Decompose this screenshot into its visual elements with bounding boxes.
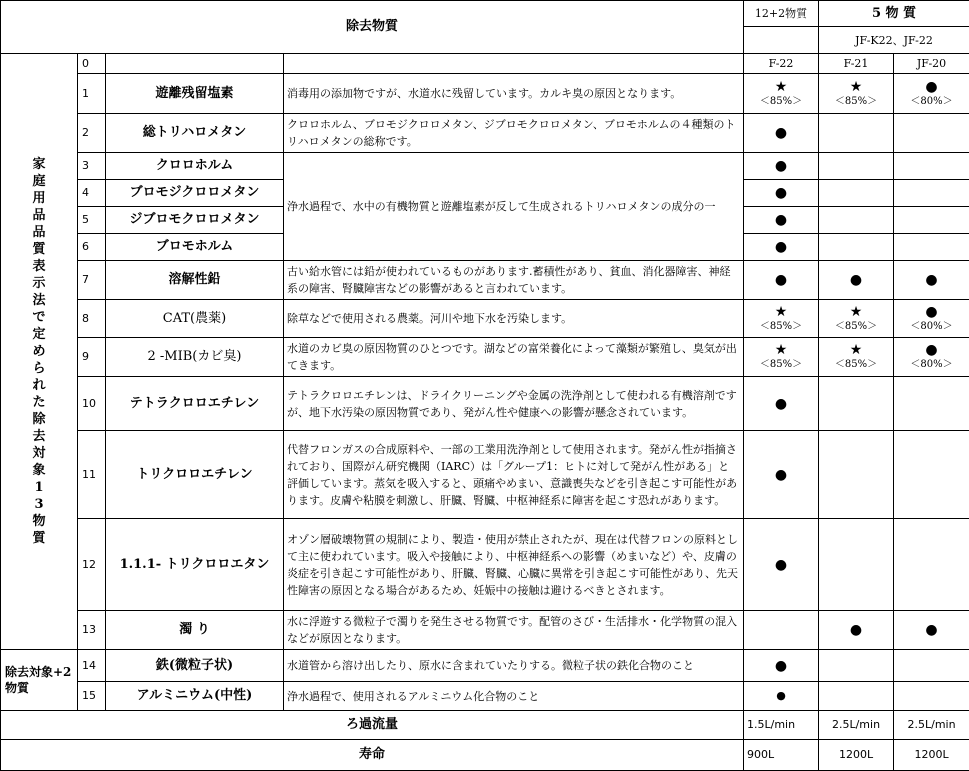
substance-name: ブロモジクロロメタン [106,180,284,207]
circle-icon: ● [744,158,818,174]
removal-rate: ＜80%＞ [894,320,969,334]
circle-icon: ● [744,688,818,704]
table-row [1,300,969,338]
substance-name: 鉄(微粒子状) [106,650,284,682]
side-label-13-substances: 家庭用品品質表示法で定められた除去対象13物質 [1,54,78,650]
row-number: 0 [78,54,106,74]
removal-rate: ＜85%＞ [744,95,818,109]
table-row [1,338,969,377]
mark-jf20 [894,611,969,650]
empty-cell [819,114,894,153]
lifespan-f21: 1200L [819,740,894,771]
removal-rate: ＜80%＞ [894,358,969,372]
empty-cell [819,153,894,180]
mark-f22 [744,431,819,519]
circle-icon: ● [744,212,818,228]
substance-name: アルミニウム(中性) [106,682,284,711]
flow-rate-jf20: 2.5L/min [894,711,969,740]
star-icon: ★ [744,79,818,95]
empty-cell [894,431,969,519]
row-number: 10 [78,377,106,431]
flow-rate-f21: 2.5L/min [819,711,894,740]
header-title: 除去物質 [1,1,744,54]
table-row [1,114,969,153]
substance-name: テトラクロロエチレン [106,377,284,431]
row-number: 6 [78,234,106,261]
lifespan-label: 寿命 [1,740,744,771]
header-5-substances: 5 物 質 [819,1,969,27]
header-12-substances: 12+2物質 [744,1,819,27]
table-row [1,153,969,180]
substance-description: 浄水過程で、使用されるアルミニウム化合物のこと [284,682,744,711]
mark-f22 [744,207,819,234]
empty-cell [819,377,894,431]
model-f21: F-21 [819,54,894,74]
mark-jf20 [894,261,969,300]
removal-rate: ＜85%＞ [744,320,818,334]
model-jf20: JF-20 [894,54,969,74]
row-number: 8 [78,300,106,338]
removal-rate: ＜85%＞ [744,358,818,372]
substance-description: テトラクロロエチレンは、ドライクリーニングや金属の洗浄剤として使われる有機溶剤ですが、地下水汚染の原因物質であり、発がん性や健康への影響が懸念されています。 [284,377,744,431]
circle-icon: ● [894,342,969,358]
row-number: 12 [78,519,106,611]
empty-cell [894,114,969,153]
substance-description: クロロホルム、ブロモジクロロメタン、ジブロモクロロメタン、ブロモホルムの４種類のトリハロメタンの総称です。 [284,114,744,153]
mark-f21 [819,74,894,114]
substance-name: ブロモホルム [106,234,284,261]
row-number: 15 [78,682,106,711]
substance-description: 水道のカビ臭の原因物質のひとつです。湖などの富栄養化によって藻類が繁殖し、臭気が出てきます。 [284,338,744,377]
substance-description: 除草などで使用される農薬。河川や地下水を汚染します。 [284,300,744,338]
star-icon: ★ [819,79,893,95]
empty-cell [284,54,744,74]
row-number: 3 [78,153,106,180]
mark-f22 [744,682,819,711]
mark-jf20 [894,300,969,338]
empty-cell [894,682,969,711]
empty-cell [894,519,969,611]
star-icon: ★ [819,304,893,320]
model-f22: F-22 [744,54,819,74]
substance-name: 1.1.1- トリクロロエタン [106,519,284,611]
row-number: 9 [78,338,106,377]
circle-icon: ● [894,79,969,95]
empty-cell [894,180,969,207]
mark-f21 [819,261,894,300]
table-row [1,519,969,611]
circle-icon: ● [744,185,818,201]
flow-rate-row [1,711,969,740]
removal-rate: ＜80%＞ [894,95,969,109]
row-number: 4 [78,180,106,207]
empty-cell [819,234,894,261]
empty-cell [894,153,969,180]
table-row [1,650,969,682]
substance-description: 水道管から溶け出したり、原水に含まれていたりする。微粒子状の鉄化合物のこと [284,650,744,682]
row-number: 5 [78,207,106,234]
flow-rate-f22: 1.5L/min [744,711,819,740]
circle-icon: ● [894,622,969,638]
row-number: 13 [78,611,106,650]
empty-cell [894,650,969,682]
star-icon: ★ [744,342,818,358]
mark-f22 [744,650,819,682]
substance-name: 2 -MIB(カビ臭) [106,338,284,377]
substance-name: 濁 り [106,611,284,650]
substance-description: 古い給水管には鉛が使われているものがあります.蓄積性があり、貧血、消化器障害、神経系の障害、腎臓障害などの影響があると言われています。 [284,261,744,300]
table-row [1,377,969,431]
removal-rate: ＜85%＞ [819,320,893,334]
mark-f21 [819,611,894,650]
substance-name: 遊離残留塩素 [106,74,284,114]
substance-name: 総トリハロメタン [106,114,284,153]
substance-description: 水に浮遊する微粒子で濁りを発生させる物質です。配管のさび・生活排水・化学物質の混入などが原因となります。 [284,611,744,650]
table-row [1,74,969,114]
substance-description: 代替フロンガスの合成原料や、一部の工業用洗浄剤として使用されます。発がん性が指摘されており、国際がん研究機関（IARC）は「グループ1：ヒトに対して発がん性がある」と評価しています。蒸気を吸入すると、頭痛やめまい、意識喪失などを引き起こす可能性があります。皮膚や粘膜を刺激し、肝臓、腎臓、中枢神経系に障害を起こす恐れがあります。 [284,431,744,519]
empty-cell [819,207,894,234]
empty-cell [819,650,894,682]
circle-icon: ● [744,272,818,288]
empty-cell [819,682,894,711]
substance-description-group: 浄水過程で、水中の有機物質と遊離塩素が反して生成されるトリハロメタンの成分の一 [284,153,744,261]
removal-rate: ＜85%＞ [819,358,893,372]
mark-f22 [744,261,819,300]
table-row [1,261,969,300]
mark-f21 [819,300,894,338]
substance-name: ジブロモクロロメタン [106,207,284,234]
empty-cell [894,377,969,431]
row-number: 11 [78,431,106,519]
mark-f22 [744,300,819,338]
table-row [1,682,969,711]
circle-icon: ● [894,272,969,288]
circle-icon: ● [819,622,893,638]
substance-name: クロロホルム [106,153,284,180]
empty-cell [819,180,894,207]
substance-description: 消毒用の添加物ですが、水道水に残留しています。カルキ臭の原因となります。 [284,74,744,114]
empty-cell [106,54,284,74]
mark-f22 [744,377,819,431]
substance-description: オゾン層破壊物質の規制により、製造・使用が禁止されたが、現在は代替フロンの原料として主に使われています。吸入や接触により、中枢神経系への影響（めまいなど）や、皮膚の炎症を引き起こす可能性があり、肝臓、腎臓、心臓に異常を引き起こす可能性があり、先天性障害の原因となる場合があるため、妊娠中の接触は避けるべきとされます。 [284,519,744,611]
table-row [1,611,969,650]
row-number: 7 [78,261,106,300]
empty-cell [894,234,969,261]
substance-name: トリクロロエチレン [106,431,284,519]
mark-jf20 [894,74,969,114]
empty-cell [819,431,894,519]
circle-icon: ● [819,272,893,288]
mark-f22 [744,234,819,261]
circle-icon: ● [744,125,818,141]
empty-cell [744,611,819,650]
row-number: 14 [78,650,106,682]
empty-cell [894,207,969,234]
empty-cell [819,519,894,611]
flow-rate-label: ろ過流量 [1,711,744,740]
circle-icon: ● [744,658,818,674]
star-icon: ★ [744,304,818,320]
circle-icon: ● [744,557,818,573]
mark-f22 [744,519,819,611]
row-number: 2 [78,114,106,153]
substance-name: 溶解性鉛 [106,261,284,300]
circle-icon: ● [744,467,818,483]
mark-f22 [744,114,819,153]
lifespan-row [1,740,969,771]
header-empty-cell [744,27,819,54]
mark-f22 [744,153,819,180]
mark-f22 [744,338,819,377]
star-icon: ★ [819,342,893,358]
circle-icon: ● [744,239,818,255]
mark-f22 [744,180,819,207]
table-row [1,431,969,519]
substance-name: CAT(農薬) [106,300,284,338]
mark-f21 [819,338,894,377]
removal-rate: ＜85%＞ [819,95,893,109]
side-label-2-substances: 除去対象+2物質 [1,650,78,711]
lifespan-f22: 900L [744,740,819,771]
circle-icon: ● [894,304,969,320]
row-number: 1 [78,74,106,114]
mark-jf20 [894,338,969,377]
lifespan-jf20: 1200L [894,740,969,771]
circle-icon: ● [744,396,818,412]
header-sub-k22: JF-K22、JF-22 [819,27,969,54]
mark-f22 [744,74,819,114]
